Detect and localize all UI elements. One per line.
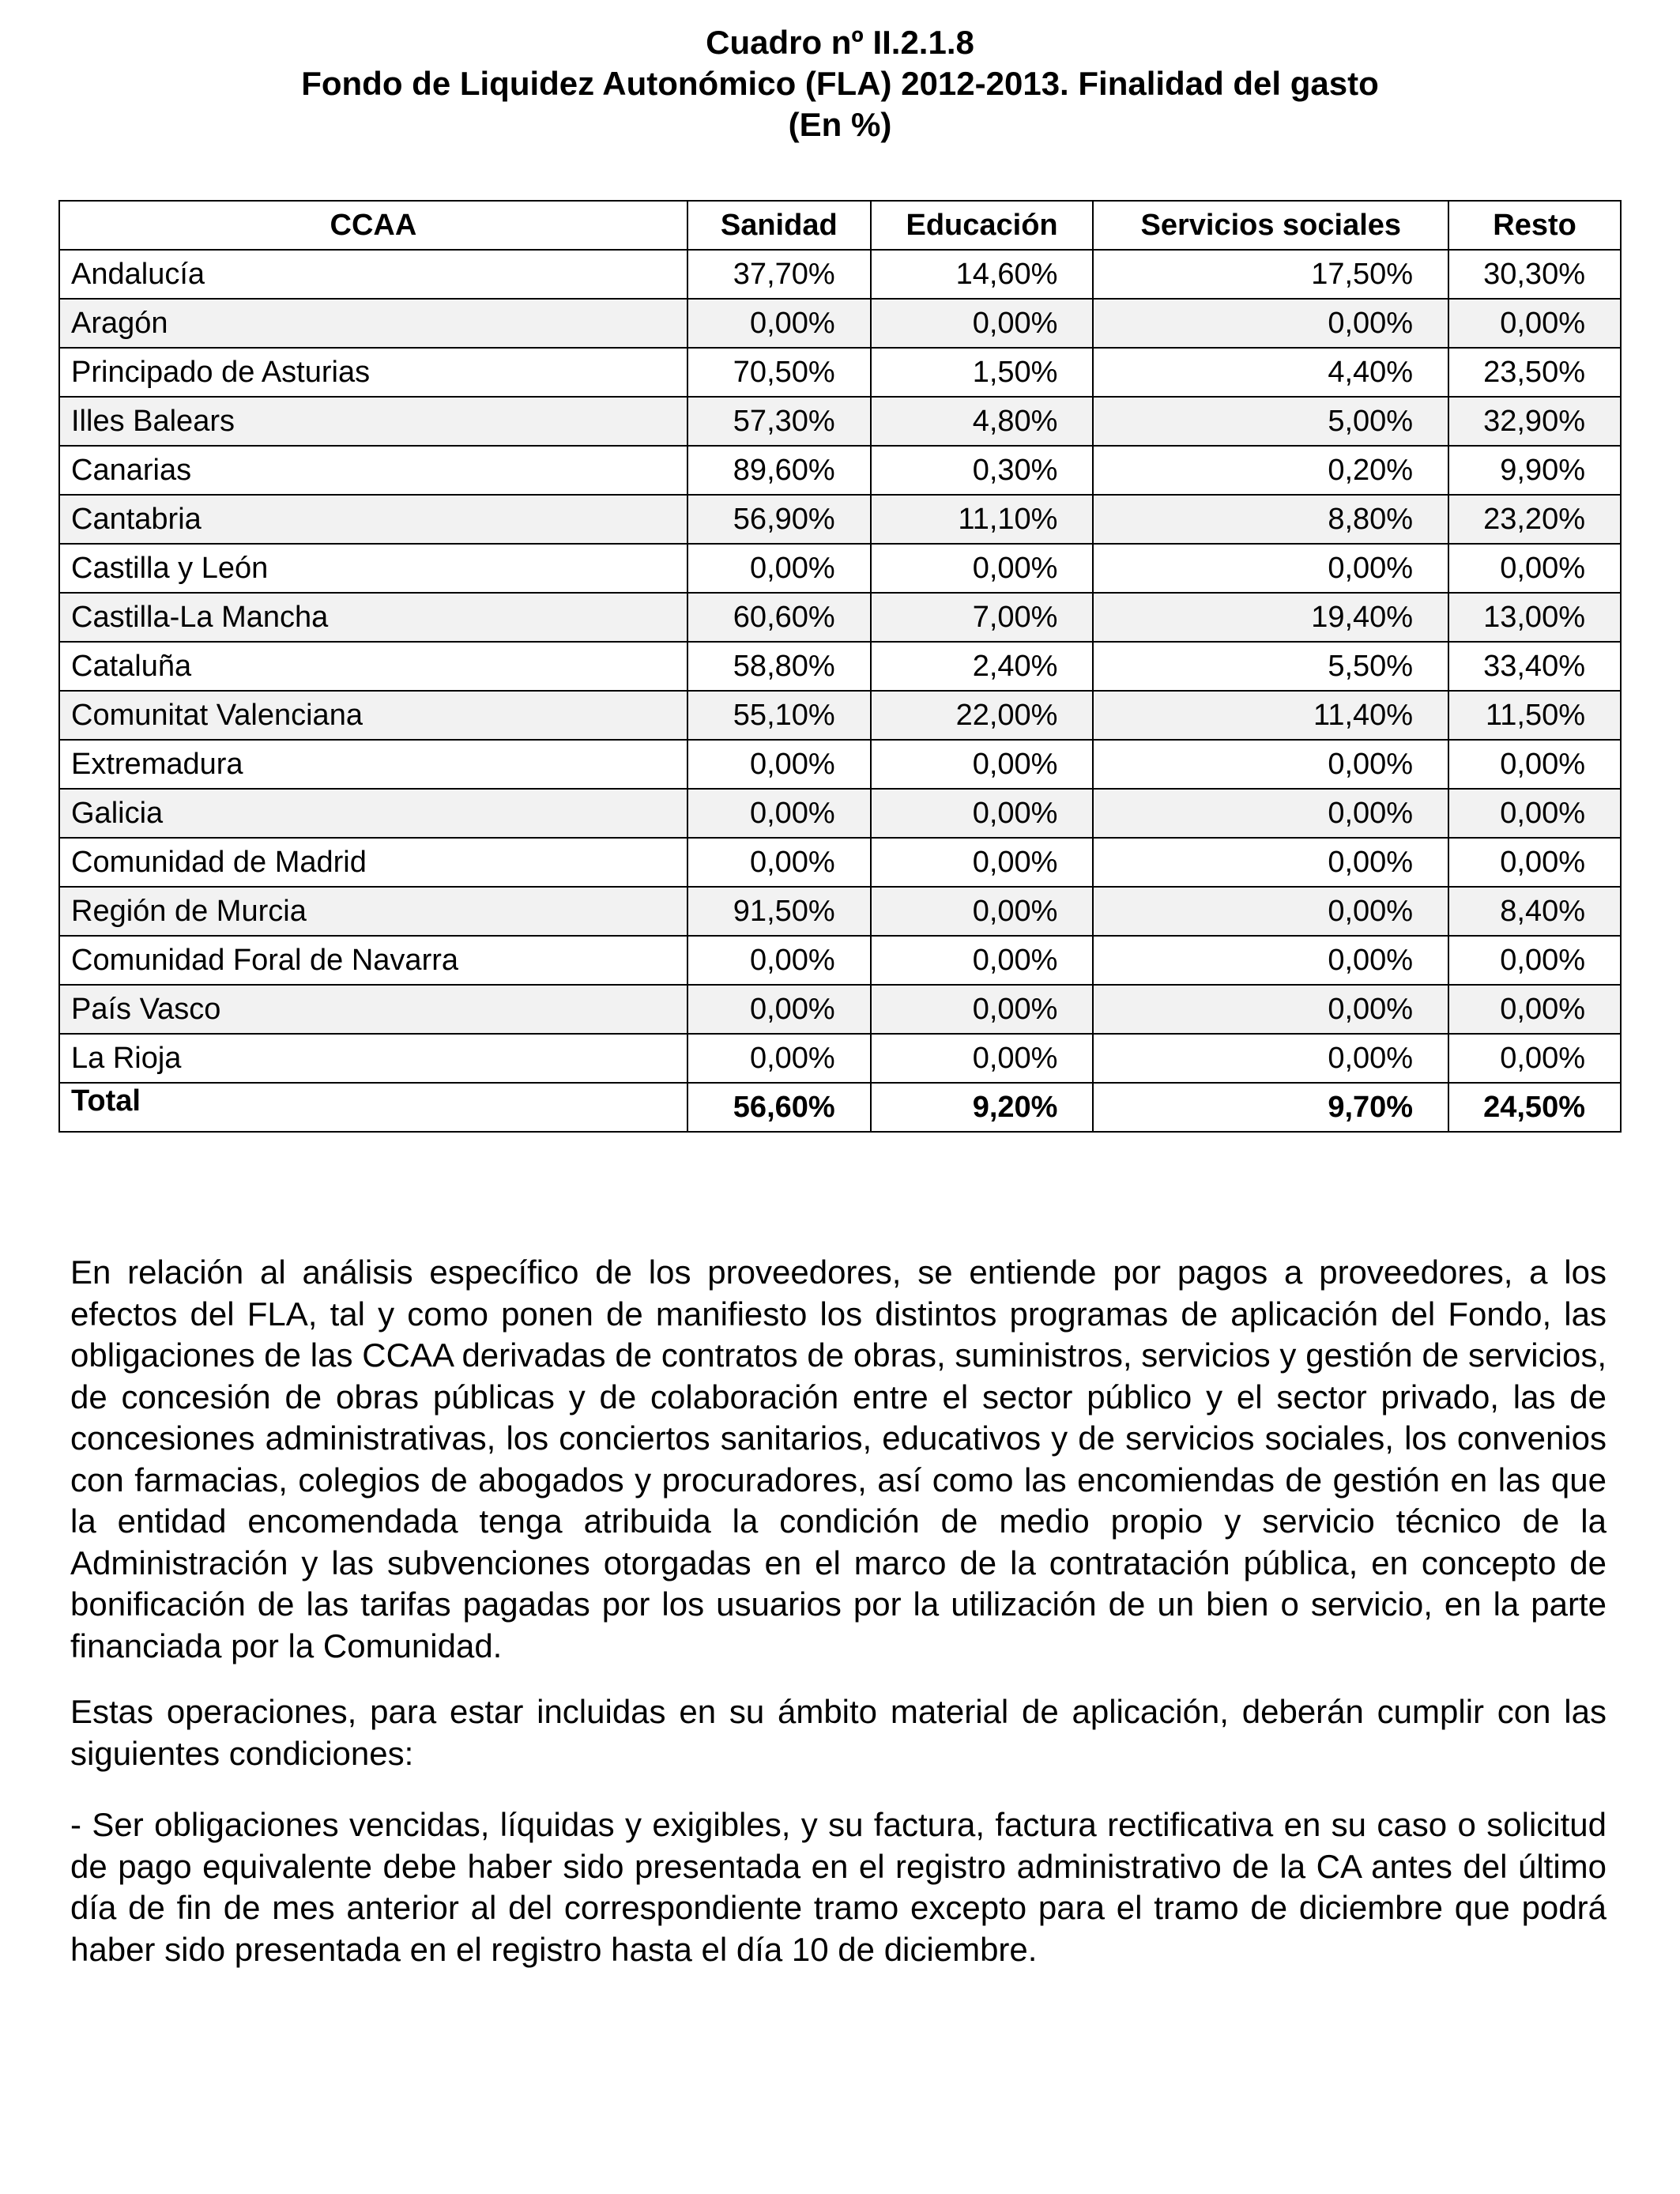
percentage-cell: 8,40% [1448, 887, 1621, 936]
percentage-cell: 0,00% [1093, 887, 1448, 936]
percentage-cell: 0,00% [1093, 1034, 1448, 1083]
percentage-cell: 14,60% [871, 250, 1094, 299]
caption-units: (En %) [788, 106, 892, 143]
percentage-cell: 32,90% [1448, 397, 1621, 446]
table-row [59, 348, 1621, 397]
region-name-cell: Illes Balears [59, 397, 687, 446]
region-name-cell: Castilla-La Mancha [59, 593, 687, 642]
percentage-cell: 11,10% [871, 495, 1094, 544]
region-name-cell: Andalucía [59, 250, 687, 299]
percentage-cell: 0,00% [1448, 936, 1621, 985]
percentage-cell: 0,00% [687, 985, 871, 1034]
percentage-cell: 0,00% [687, 1034, 871, 1083]
percentage-cell: 0,00% [871, 789, 1094, 838]
table-row [59, 250, 1621, 299]
column-header-educacion: Educación [871, 201, 1094, 250]
percentage-cell: 5,00% [1093, 397, 1448, 446]
percentage-cell: 0,00% [1448, 838, 1621, 887]
percentage-cell: 0,30% [871, 446, 1094, 495]
percentage-cell: 0,20% [1093, 446, 1448, 495]
percentage-cell: 7,00% [871, 593, 1094, 642]
percentage-cell: 0,00% [1093, 299, 1448, 348]
total-percentage-cell: 24,50% [1448, 1083, 1621, 1132]
percentage-cell: 0,00% [687, 789, 871, 838]
total-row [59, 1083, 1621, 1132]
percentage-cell: 0,00% [1093, 544, 1448, 593]
region-name-cell: Cataluña [59, 642, 687, 691]
percentage-cell: 0,00% [871, 838, 1094, 887]
region-name-cell: Cantabria [59, 495, 687, 544]
percentage-cell: 4,80% [871, 397, 1094, 446]
percentage-cell: 0,00% [1448, 789, 1621, 838]
percentage-cell: 56,90% [687, 495, 871, 544]
region-name-cell: Aragón [59, 299, 687, 348]
percentage-cell: 2,40% [871, 642, 1094, 691]
region-name-cell: Comunidad de Madrid [59, 838, 687, 887]
caption-title: Fondo de Liquidez Autonómico (FLA) 2012-2013. Finalidad del gasto [301, 65, 1379, 102]
table-row [59, 740, 1621, 789]
percentage-cell: 23,20% [1448, 495, 1621, 544]
region-name-cell: Principado de Asturias [59, 348, 687, 397]
total-percentage-cell: 9,70% [1093, 1083, 1448, 1132]
percentage-cell: 0,00% [871, 985, 1094, 1034]
percentage-cell: 4,40% [1093, 348, 1448, 397]
region-name-cell: País Vasco [59, 985, 687, 1034]
percentage-cell: 1,50% [871, 348, 1094, 397]
paragraph-proveedores: En relación al análisis específico de los proveedores, se entiende por pagos a proveedores, a los efectos del FLA, tal y como ponen de manifiesto los distintos programas de aplicación del Fondo, las obligaciones de las CCAA derivadas de contratos de obras, suministros, servicios y gestión de servicios, de concesión de obras públicas y de colaboración entre el sector público y el sector privado, las de concesiones administrativas, los conciertos sanitarios, educativos y de servicios sociales, los convenios con farmacias, colegios de abogados y procuradores, así como las encomiendas de gestión en las que la entidad encomendada tenga atribuida la condición de medio propio y servicio técnico de la Administración y las subvenciones otorgadas en el marco de la contratación pública, en concepto de bonificación de las tarifas pagadas por los usuarios por la utilización de un bien o servicio, en la parte financiada por la Comunidad. [70, 1253, 1607, 1664]
table-header-row [59, 201, 1621, 250]
percentage-cell: 23,50% [1448, 348, 1621, 397]
percentage-cell: 8,80% [1093, 495, 1448, 544]
percentage-cell: 13,00% [1448, 593, 1621, 642]
percentage-cell: 58,80% [687, 642, 871, 691]
column-header-resto: Resto [1448, 201, 1621, 250]
paragraph-obligaciones: - Ser obligaciones vencidas, líquidas y exigibles, y su factura, factura rectificativa en su caso o solicitud de pago equivalente debe haber sido presentada en el registro administrativo de la CA antes del último día de fin de mes anterior al del correspondiente tramo excepto para el tramo de diciembre que podrá haber sido presentada en el registro hasta el día 10 de diciembre. [70, 1806, 1607, 1968]
percentage-cell: 0,00% [687, 544, 871, 593]
percentage-cell: 55,10% [687, 691, 871, 740]
percentage-cell: 19,40% [1093, 593, 1448, 642]
table-row [59, 1034, 1621, 1083]
region-name-cell: Canarias [59, 446, 687, 495]
column-header-ccaa: CCAA [59, 201, 687, 250]
table-row [59, 642, 1621, 691]
percentage-cell: 11,50% [1448, 691, 1621, 740]
table-caption [0, 22, 1680, 145]
percentage-cell: 89,60% [687, 446, 871, 495]
percentage-cell: 30,30% [1448, 250, 1621, 299]
percentage-cell: 0,00% [687, 936, 871, 985]
table-row [59, 789, 1621, 838]
percentage-cell: 5,50% [1093, 642, 1448, 691]
percentage-cell: 0,00% [1448, 740, 1621, 789]
percentage-cell: 0,00% [1093, 740, 1448, 789]
table-row [59, 446, 1621, 495]
paragraph-condiciones: Estas operaciones, para estar incluidas en su ámbito material de aplicación, deberán cumplir con las siguientes condiciones: [70, 1693, 1607, 1772]
region-name-cell: Galicia [59, 789, 687, 838]
region-name-cell: Castilla y León [59, 544, 687, 593]
percentage-cell: 0,00% [687, 299, 871, 348]
total-label-cell: Total [59, 1083, 687, 1132]
percentage-cell: 17,50% [1093, 250, 1448, 299]
percentage-cell: 37,70% [687, 250, 871, 299]
percentage-cell: 0,00% [1093, 985, 1448, 1034]
table-row [59, 593, 1621, 642]
table-row [59, 397, 1621, 446]
region-name-cell: Región de Murcia [59, 887, 687, 936]
percentage-cell: 33,40% [1448, 642, 1621, 691]
percentage-cell: 0,00% [687, 740, 871, 789]
table-row [59, 887, 1621, 936]
table-row [59, 838, 1621, 887]
total-percentage-cell: 56,60% [687, 1083, 871, 1132]
percentage-cell: 0,00% [1448, 544, 1621, 593]
percentage-cell: 57,30% [687, 397, 871, 446]
percentage-cell: 60,60% [687, 593, 871, 642]
percentage-cell: 0,00% [871, 740, 1094, 789]
percentage-cell: 22,00% [871, 691, 1094, 740]
region-name-cell: La Rioja [59, 1034, 687, 1083]
column-header-servicios-sociales: Servicios sociales [1093, 201, 1448, 250]
fla-expense-table [58, 200, 1622, 1133]
percentage-cell: 0,00% [871, 299, 1094, 348]
percentage-cell: 0,00% [871, 936, 1094, 985]
percentage-cell: 91,50% [687, 887, 871, 936]
percentage-cell: 0,00% [1093, 838, 1448, 887]
percentage-cell: 0,00% [1093, 789, 1448, 838]
percentage-cell: 9,90% [1448, 446, 1621, 495]
table-row [59, 495, 1621, 544]
percentage-cell: 0,00% [871, 1034, 1094, 1083]
region-name-cell: Extremadura [59, 740, 687, 789]
column-header-sanidad: Sanidad [687, 201, 871, 250]
percentage-cell: 11,40% [1093, 691, 1448, 740]
region-name-cell: Comunitat Valenciana [59, 691, 687, 740]
table-row [59, 691, 1621, 740]
percentage-cell: 0,00% [1448, 985, 1621, 1034]
percentage-cell: 0,00% [871, 887, 1094, 936]
table-row [59, 299, 1621, 348]
percentage-cell: 0,00% [871, 544, 1094, 593]
percentage-cell: 0,00% [1448, 1034, 1621, 1083]
percentage-cell: 0,00% [1093, 936, 1448, 985]
region-name-cell: Comunidad Foral de Navarra [59, 936, 687, 985]
table-row [59, 936, 1621, 985]
caption-number: Cuadro nº II.2.1.8 [706, 24, 974, 61]
table-row [59, 544, 1621, 593]
table-row [59, 985, 1621, 1034]
percentage-cell: 0,00% [687, 838, 871, 887]
percentage-cell: 0,00% [1448, 299, 1621, 348]
percentage-cell: 70,50% [687, 348, 871, 397]
total-percentage-cell: 9,20% [871, 1083, 1094, 1132]
